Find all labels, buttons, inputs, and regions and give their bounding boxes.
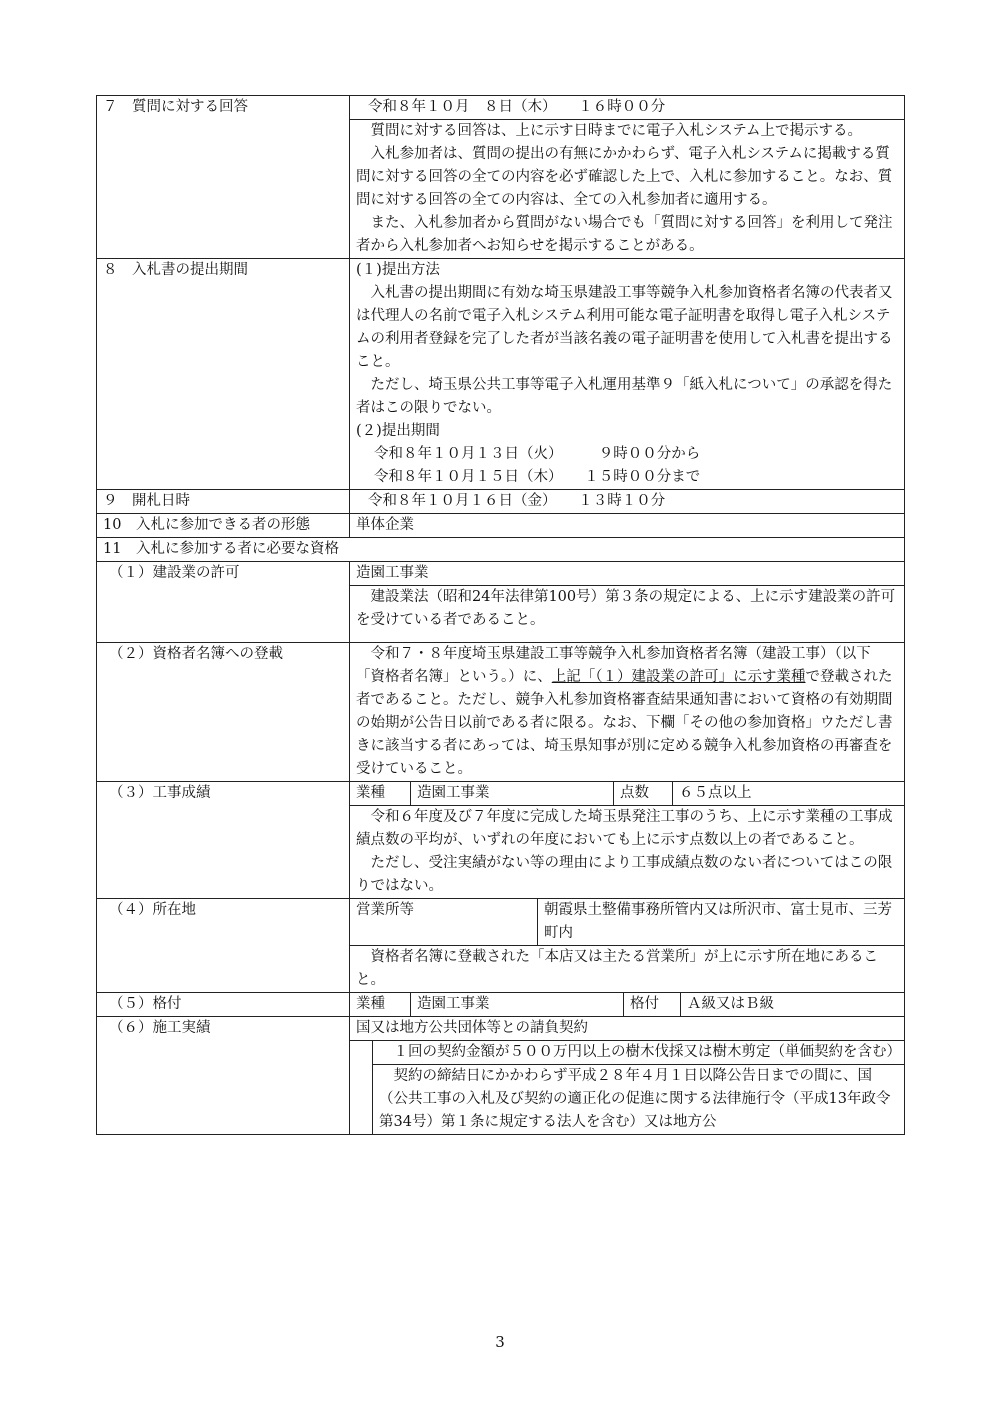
rank-type-key: 業種	[350, 993, 411, 1016]
rank-value: Ａ級又はＢ級	[681, 993, 905, 1016]
label-bid-submission: ８ 入札書の提出期間	[97, 259, 350, 490]
registry-text	[350, 643, 905, 782]
performance-notes	[350, 806, 905, 899]
performance-type-key: 業種	[350, 782, 411, 805]
registry-paragraph	[356, 643, 898, 781]
submission-method-heading: (１)提出方法	[356, 262, 440, 278]
row-performance	[97, 782, 905, 806]
performance-note-2: ただし、受注実績がない等の理由により工事成績点数のない者についてはこの限りではない。	[356, 855, 893, 894]
registry-text-a: 令和７・８年度埼玉県建設工事等競争入札参加資格者名簿（建設工事）（以下「資格者名簿」という。）に、	[356, 646, 871, 685]
label-construction-record: （６）施工実績	[97, 1017, 350, 1135]
registry-text-b: で登載された者であること。ただし、競争入札参加資格審査結果通知書において資格の有効期間の始期が公告日以前である者に限る。なお、下欄「その他の参加資格」ウただし書きに該当する者にあっては、埼玉県知事が別に定める競争入札参加資格の再審査を受けていること。	[356, 669, 893, 777]
contract-heading: 国又は地方公共団体等との請負契約	[350, 1017, 904, 1041]
row-rank	[97, 993, 905, 1017]
answer-note-2: 入札参加者は、質問の提出の有無にかかわらず、電子入札システムに掲載する質問に対する回答の全ての内容を必ず確認した上で、入札に参加すること。なお、質問に対する回答の全ての内容は、全ての入札参加者に適用する。	[356, 146, 893, 208]
opening-datetime: 令和８年１０月１６日（金） １３時１０分	[350, 490, 905, 514]
license-note	[350, 586, 905, 643]
answer-note-3: また、入札参加者から質問がない場合でも「質問に対する回答」を利用して発注者から入札参加者へお知らせを掲示することがある。	[356, 215, 893, 254]
location-note-text: 資格者名簿に登載された「本店又は主たる営業所」が上に示す所在地にあること。	[356, 949, 878, 988]
label-opening: ９ 開札日時	[97, 490, 350, 514]
registry-text-underlined: 上記「（１）建設業の許可」に示す業種	[551, 669, 806, 685]
submission-period-to: 令和８年１０月１５日（木） １５時００分まで	[374, 469, 701, 485]
location-key: 営業所等	[350, 899, 538, 945]
contract-condition-text: 契約の締結日にかかわらず平成２８年４月１日以降公告日までの間に、国（公共工事の入札及び契約の適正化の促進に関する法律施行令（平成13年政令第34号）第１条に規定する法人を含む）又は地方公	[379, 1068, 891, 1130]
performance-type-value: 造園工事業	[411, 782, 614, 805]
label-rank: （５）格付	[97, 993, 350, 1017]
label-required-qualifications: 11 入札に参加する者に必要な資格	[97, 538, 905, 562]
performance-score-value: ６５点以上	[673, 782, 905, 805]
performance-criteria	[350, 782, 905, 806]
row-required-qualifications	[97, 538, 905, 562]
submission-period-from: 令和８年１０月１３日（火） ９時００分から	[374, 446, 701, 462]
row-opening-datetime	[97, 490, 905, 514]
performance-score-key: 点数	[614, 782, 673, 805]
location-note	[350, 946, 905, 993]
submission-method-text: 入札書の提出期間に有効な埼玉県建設工事等競争入札参加資格者名簿の代表者又は代理人の名前で電子入札システム利用可能な電子証明書を取得し電子入札システムの利用者登録を完了した者が当該名義の電子証明書を使用して入札書を提出すること。	[356, 285, 893, 370]
label-performance: （３）工事成績	[97, 782, 350, 899]
label-location: （４）所在地	[97, 899, 350, 993]
label-registry: （２）資格者名簿への登載	[97, 643, 350, 782]
page-number: 3	[495, 1333, 505, 1351]
tender-conditions-table	[96, 95, 905, 1135]
license-type: 造園工事業	[350, 562, 905, 586]
row-construction-record	[97, 1017, 905, 1135]
row-bid-submission-period	[97, 259, 905, 490]
rank-key: 格付	[624, 993, 681, 1016]
label-construction-license: （１）建設業の許可	[97, 562, 350, 643]
participant-form-value: 単体企業	[350, 514, 905, 538]
rank-criteria	[350, 993, 905, 1017]
submission-method-exception: ただし、埼玉県公共工事等電子入札運用基準９「紙入札について」の承認を得た者はこの限りでない。	[356, 377, 893, 416]
row-location	[97, 899, 905, 946]
answer-notes	[350, 120, 905, 259]
answer-note-1: 質問に対する回答は、上に示す日時までに電子入札システム上で掲示する。	[370, 123, 863, 139]
row-participant-form	[97, 514, 905, 538]
label-question-answer: ７ 質問に対する回答	[97, 96, 350, 259]
submission-period-heading: (２)提出期間	[356, 423, 440, 439]
license-note-text: 建設業法（昭和24年法律第100号）第３条の規定による、上に示す建設業の許可を受けている者であること。	[356, 589, 896, 628]
location-value: 朝霞県土整備事務所管内又は所沢市、富士見市、三芳町内	[538, 899, 905, 945]
row-question-answer	[97, 96, 905, 120]
bid-submission-content	[350, 259, 905, 490]
contract-condition-box: １回の契約金額が５００万円以上の樹木伐採又は樹木剪定（単価契約を含む）	[373, 1041, 904, 1065]
label-participant-form: 10 入札に参加できる者の形態	[97, 514, 350, 538]
construction-record-content	[350, 1017, 905, 1135]
rank-type-value: 造園工事業	[411, 993, 624, 1016]
performance-note-1: 令和６年度及び７年度に完成した埼玉県発注工事のうち、上に示す業種の工事成績点数の平均が、いずれの年度においても上に示す点数以上の者であること。	[356, 809, 893, 848]
row-registry	[97, 643, 905, 782]
answer-datetime: 令和８年１０月 ８日（木） １６時００分	[350, 96, 905, 120]
row-construction-license	[97, 562, 905, 586]
location-criteria	[350, 899, 905, 946]
